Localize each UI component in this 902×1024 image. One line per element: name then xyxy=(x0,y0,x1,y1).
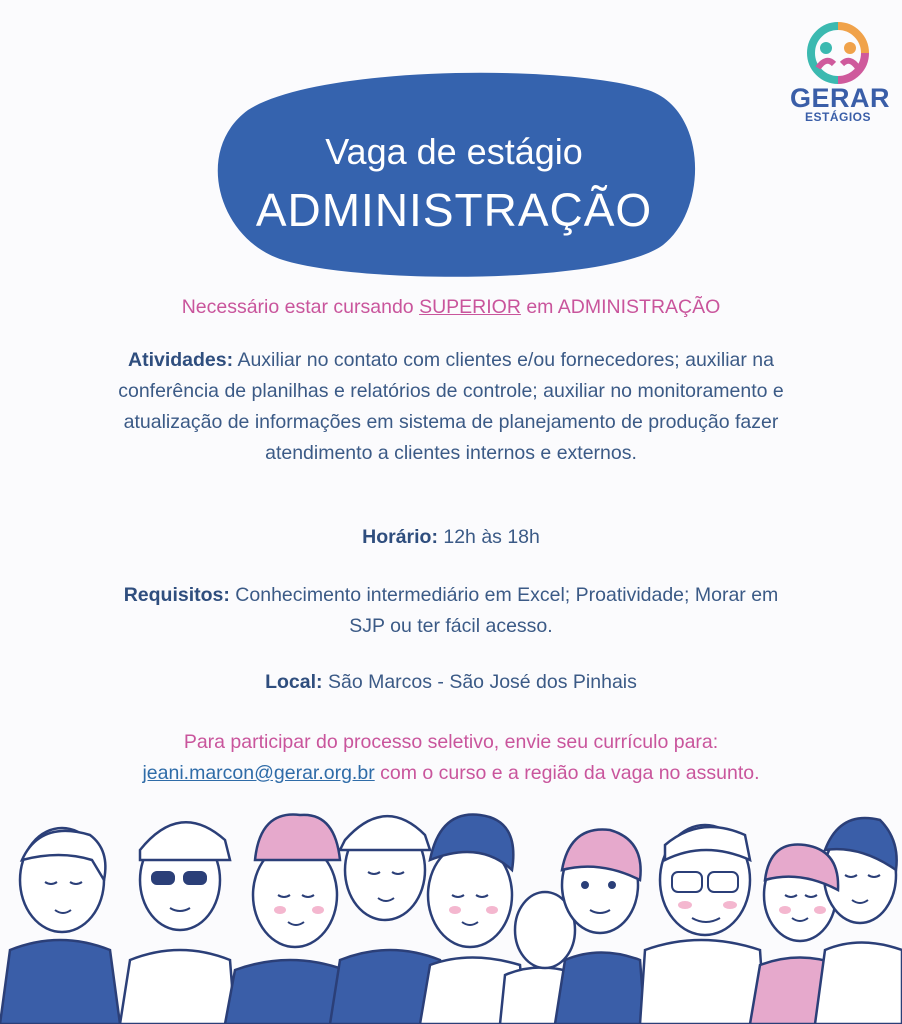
logo-wordmark: GERAR xyxy=(790,83,891,113)
people-circle-logo-icon xyxy=(804,22,872,84)
cta-after: com o curso e a região da vaga no assunto. xyxy=(374,762,760,784)
gerar-logo xyxy=(790,22,891,124)
horario-label: Horário: xyxy=(362,526,438,548)
requisitos-paragraph xyxy=(110,580,792,642)
atividades-paragraph xyxy=(110,345,792,469)
title-line-1: Vaga de estágio xyxy=(325,131,583,172)
cta-text: Para participar do processo seletivo, envie seu currículo para: xyxy=(183,731,719,753)
requirement-suffix: em ADMINISTRAÇÃO xyxy=(520,296,721,318)
horario-text: 12h às 18h xyxy=(437,526,540,548)
horario-line xyxy=(110,522,792,553)
requirement-highlight: SUPERIOR xyxy=(419,296,521,318)
atividades-label: Atividades: xyxy=(128,349,234,371)
requisitos-label: Requisitos: xyxy=(123,584,230,606)
title-line-2: ADMINISTRAÇÃO xyxy=(255,184,653,236)
email-link[interactable]: jeani.marcon@gerar.org.br xyxy=(142,762,375,784)
title-blob xyxy=(208,70,700,282)
requirement-line xyxy=(110,292,792,323)
call-to-action xyxy=(110,727,792,789)
atividades-text: Auxiliar no contato com clientes e/ou fornecedores; auxiliar na conferência de planilhas e relatórios de controle; auxiliar no monitoramento e atualização de informações em sistema de planejamento de produção fazer atendimento a clientes internos e externos. xyxy=(118,349,784,464)
people-illustration xyxy=(0,800,902,1024)
requirement-prefix: Necessário estar cursando xyxy=(181,296,420,318)
requisitos-text: Conhecimento intermediário em Excel; Proatividade; Morar em SJP ou ter fácil acesso. xyxy=(229,584,779,637)
local-line xyxy=(110,667,792,698)
local-text: São Marcos - São José dos Pinhais xyxy=(322,671,637,693)
logo-subtitle: ESTÁGIOS xyxy=(804,110,871,124)
local-label: Local: xyxy=(265,671,323,693)
